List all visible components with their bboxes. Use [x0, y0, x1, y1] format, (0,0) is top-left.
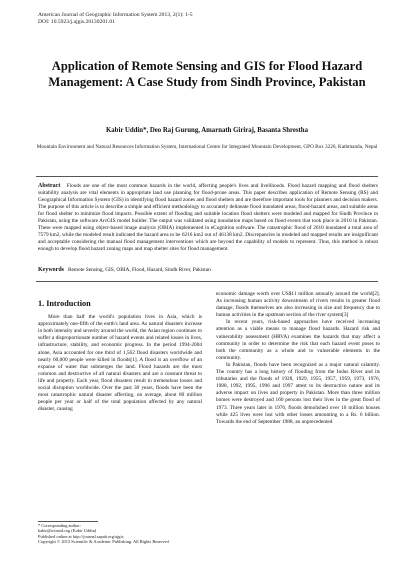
author-list: Kabir Uddin*, Deo Raj Gurung, Amarnath Giriraj, Basanta Shrestha: [106, 127, 308, 134]
published-online: Published online at http://journal.sapub.org/ajgis: [38, 533, 124, 539]
right-column: [216, 291, 380, 426]
doi-line: DOI: 10.5923/j.ajgis.20130201.01: [38, 19, 115, 25]
abstract-label: Abstract: [38, 183, 61, 189]
keywords-label: Keywords: [38, 267, 64, 273]
introduction-paragraph: More than half the world's population lives in Asia, which is approximately one-fifth of the earth's land area. As natural disasters increase in both intensity and severity around the world, the Asian region continues to suffer a disproportionate number of hazard events and related losses in lives, infrastructure, stability, and economic progress. In the period 1994-2004 alone, Asia accounted for one third of 1,562 flood disasters worldwide and nearly 60,000 people were killed in floods[1]. A flood is an overflow of an expanse of water that submerges the land. Flood hazards are the most common and destructive of all natural disasters and are a constant threat to life and property. Each year, flood disasters result in tremendous losses and social disruption worldwide. Over the past 30 years, floods have been the most catastrophic natural disaster affecting, on average, about 80 million people per year or half of the total population affected by any natural disaster, causing: [38, 314, 202, 413]
right-paragraph-3: In Pakistan, floods have been recognized as a major natural calamity. The country has a long history of flooding from the Indus River and its tributaries and the floods of 1928, 1929, 1955, 1957, 1959, 1973, 1976, 1988, 1992, 1995, 1996 and 1997 attest to its destructive nature and its adverse impact on lives and property in Pakistan. More than three million homes were destroyed and 160 persons lost their lives in the great flood of 1973. Three years later in 1976, floods demolished over 10 million houses while 425 lives were lost with other losses amounting to a Rs. 6 billion. Towards the end of September 1988, an unprecedented: [216, 361, 380, 425]
abstract-block: [38, 183, 378, 253]
journal-citation: American Journal of Geographic Information System 2013, 2(1): 1-5: [38, 12, 193, 18]
abstract-text: Floods are one of the most common hazards in the world, affecting people's lives and livelihoods. Flood hazard mapping and flood shelters suitability analysis are vital elements in appropriate land use planning for flood-prone areas. This paper describes application of Remote Sensing (RS) and Geographical Information System (GIS) in identifying flood hazard zones and flood shelters and are therefore important tools for planners and decision makers. The purpose of this article is to describe a simple and efficient methodology to accurately delineate flood inundated areas, flood-hazard areas, and suitable areas for flood shelter to minimize flood impacts. Possible extent of flooding and suitable location flood shelters were modeled and mapped for Sindh Province in Pakistan, using the software ArcGIS model builder. The output was validated using inundation maps based on flood events that took place in 2010 in Pakistan. These were mapped using object-based image analysis (OBIA) implemented in eCognition software. The catastrophic flood of 2010 inundated a total area of 7579 km2, while the modeled result indicated the hazard area to be 6216 km2 out of 46138 km2. Discrepancies in modeled and mapped results are insignificant and acceptable considering the manual flood management interventions which are beyond the capability of models to represent. Thus, this method is robust enough to develop flood hazard zoning maps and map shelter sites for flood management.: [38, 183, 378, 253]
keywords-block: [38, 267, 378, 274]
footnote-block: [38, 523, 202, 545]
keywords-bottom-divider: [36, 281, 378, 282]
right-paragraph-2: In recent years, risk-based approaches have received increasing attention as a viable means to manage flood hazards. Hazard risk and vulnerability assessment (HRVA) examines the hazards that may affect a community in order to determine the risk that each hazard event poses to both the community as a whole and to vulnerable elements in the community.: [216, 319, 380, 361]
copyright-notice: Copyright © 2013 Scientific & Academic Publishing. All Rights Reserved: [38, 539, 169, 545]
footnote-divider: [38, 521, 98, 522]
introduction-heading: 1. Introduction: [38, 299, 91, 308]
paper-title: Application of Remote Sensing and GIS for Flood Hazard Management: A Case Study from Sindh Province, Pakistan: [48, 59, 366, 89]
right-paragraph-1: economic damage worth over US$11 million annually around the world[2]. As increasing human activity downstream of rivers results in greater flood damage, floods themselves are also increasing in size and frequency due to human activities in the upstream section of the river system[3]: [216, 291, 380, 319]
corresponding-email: kabir@icimod.org (Kabir Uddin): [38, 528, 97, 534]
author-affiliation: Mountain Environment and Natural Resources Information System, International Centre for Integrated Mountain Development, GPO Box 3226, Kathmandu, Nepal: [36, 144, 378, 150]
left-column: [38, 300, 202, 413]
keywords-text: Remote Sensing, GIS, OBIA, Flood, Hazard, Sindh River, Pakistan: [67, 267, 211, 273]
abstract-top-divider: [36, 176, 378, 177]
corresponding-author-label: * Corresponding author:: [38, 523, 81, 528]
journal-header: [38, 12, 193, 26]
